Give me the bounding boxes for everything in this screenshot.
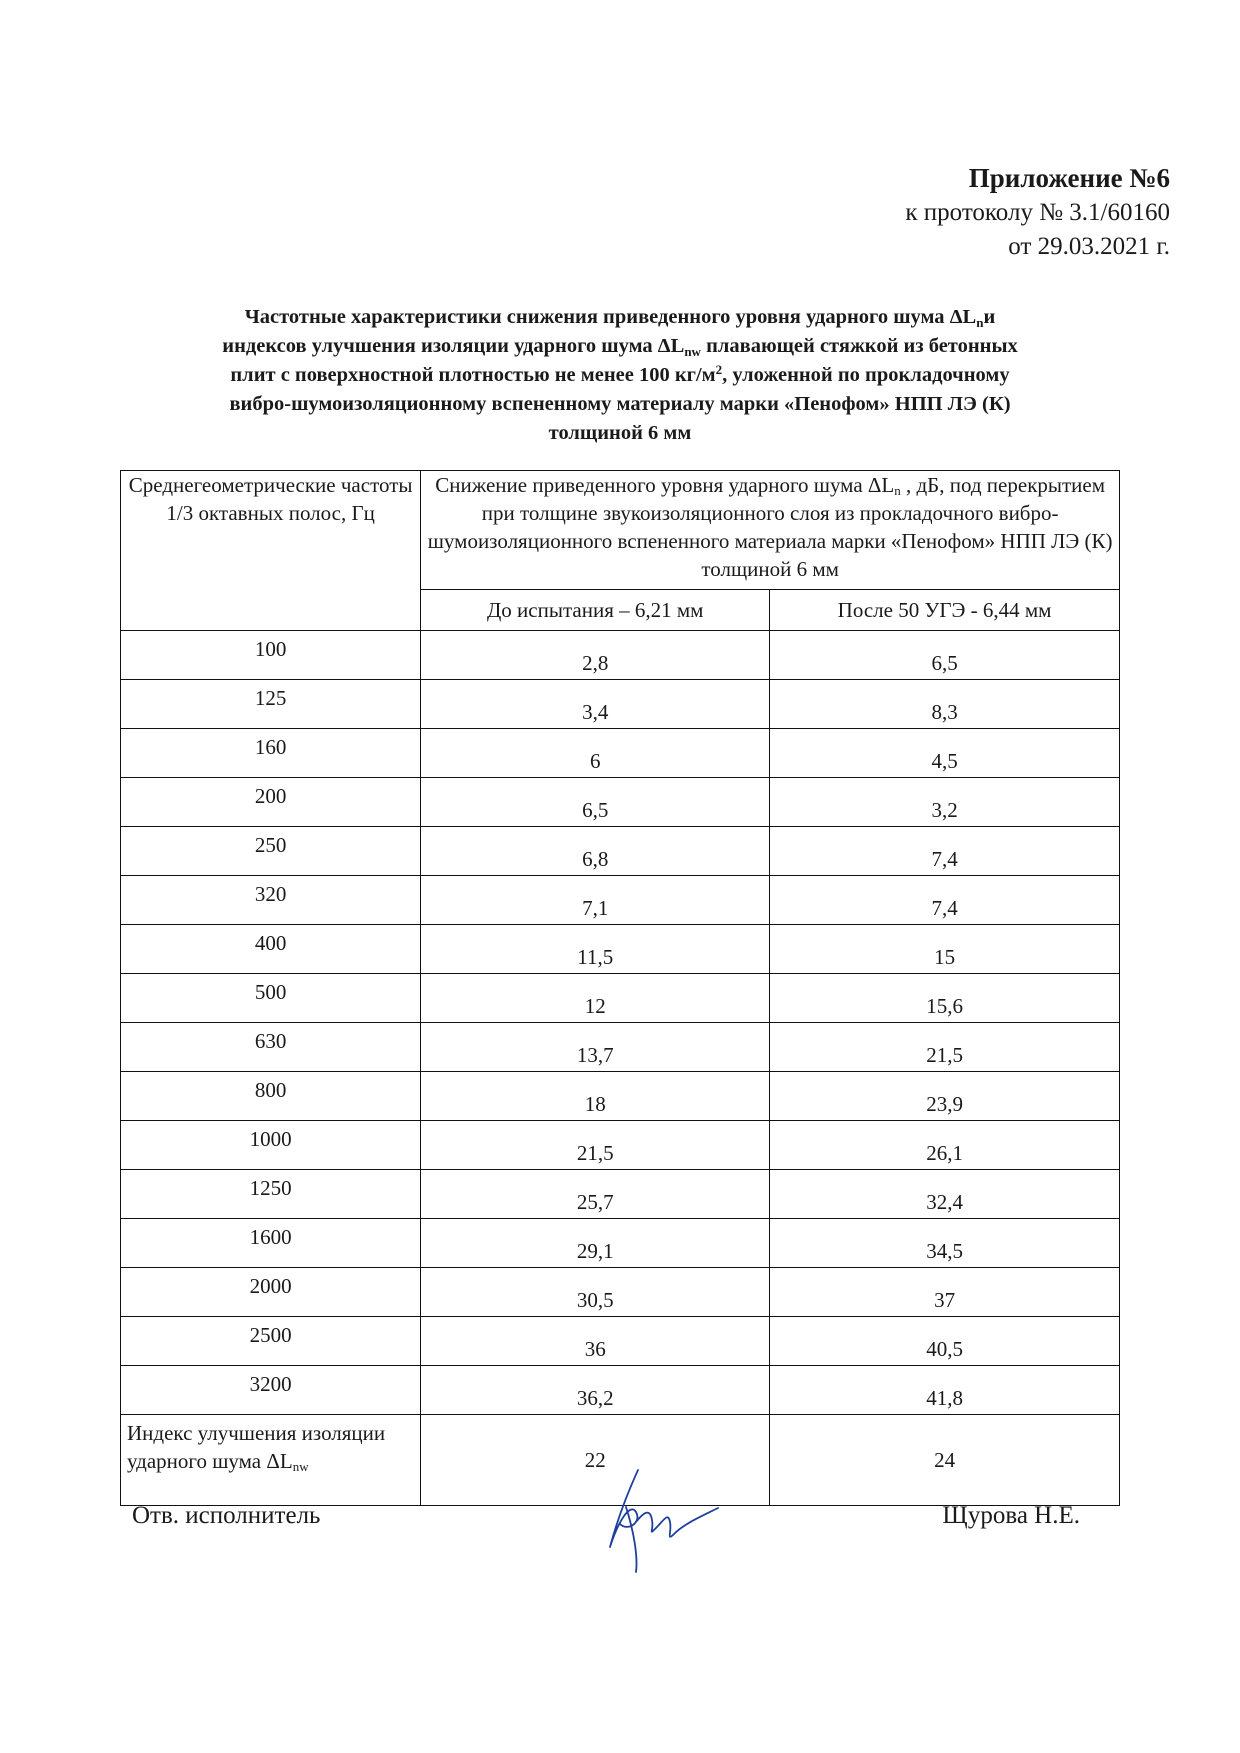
after-value-cell: 21,5: [770, 1023, 1120, 1072]
after-value-cell: 15: [770, 925, 1120, 974]
after-value-cell: 23,9: [770, 1072, 1120, 1121]
table-row: [121, 778, 1120, 827]
freq-cell: 2000: [121, 1268, 421, 1317]
freq-cell: 100: [121, 631, 421, 680]
heading-line-3: плит с поверхностной плотностью не менее 100 $кг/м^2$, уложенной по прокладочному: [230, 362, 1010, 386]
after-value-cell: 8,3: [770, 680, 1120, 729]
freq-cell: 1600: [121, 1219, 421, 1268]
protocol-date: от 29.03.2021 г.: [1008, 233, 1170, 260]
after-value-cell: 6,5: [770, 631, 1120, 680]
signature-image: [598, 1462, 748, 1582]
impact-noise-table: [120, 470, 1120, 1506]
after-value-cell: 40,5: [770, 1317, 1120, 1366]
table-row: [121, 729, 1120, 778]
executor-name: Щурова Н.Е.: [942, 1502, 1080, 1529]
before-value-cell: 6,5: [421, 778, 770, 827]
heading-line-1: Частотные характеристики снижения приведенного уровня ударного шума $\Delta L_nи$: [244, 306, 996, 330]
freq-cell: 1250: [121, 1170, 421, 1219]
table-row: [121, 1072, 1120, 1121]
freq-column-header: Среднегеометрические частоты 1/3 октавных полос, Гц: [121, 471, 421, 631]
table-row: [121, 631, 1120, 680]
heading-line-2: индексов улучшения изоляции ударного шума $\Delta L_{nw}$ плавающей стяжкой из бетонных: [222, 335, 1018, 359]
freq-cell: 2500: [121, 1317, 421, 1366]
before-value-cell: 29,1: [421, 1219, 770, 1268]
freq-cell: 250: [121, 827, 421, 876]
freq-cell: 200: [121, 778, 421, 827]
before-test-header: До испытания – 6,21 мм: [421, 590, 770, 631]
table-row: [121, 1170, 1120, 1219]
table-row: [121, 1366, 1120, 1415]
before-value-cell: 6,8: [421, 827, 770, 876]
table-row: [121, 1268, 1120, 1317]
before-value-cell: 12: [421, 974, 770, 1023]
after-value-cell: 7,4: [770, 876, 1120, 925]
document-heading: [120, 303, 1120, 448]
after-test-header: После 50 УГЭ - 6,44 мм: [770, 590, 1120, 631]
after-value-cell: 41,8: [770, 1366, 1120, 1415]
before-value-cell: 36: [421, 1317, 770, 1366]
after-value-cell: 32,4: [770, 1170, 1120, 1219]
reduction-group-header: Снижение приведенного уровня ударного шума $\Delta L_n$ , дБ, под перекрытием при толщине звукоизоляционного слоя из прокладочного вибро-шумоизоляционного вспененного материала марки «Пенофом» НПП ЛЭ (К) толщиной 6 мм: [421, 471, 1120, 590]
table-row: [121, 680, 1120, 729]
table-row: [121, 1317, 1120, 1366]
index-before-value: 22: [421, 1415, 770, 1506]
before-value-cell: 36,2: [421, 1366, 770, 1415]
before-value-cell: 21,5: [421, 1121, 770, 1170]
after-value-cell: 37: [770, 1268, 1120, 1317]
before-value-cell: 7,1: [421, 876, 770, 925]
heading-line-4: вибро-шумоизоляционному вспененному материалу марки «Пенофом» НПП ЛЭ (К): [229, 393, 1011, 415]
freq-cell: 320: [121, 876, 421, 925]
index-after-value: 24: [770, 1415, 1120, 1506]
table-row: [121, 1121, 1120, 1170]
freq-cell: 630: [121, 1023, 421, 1072]
after-value-cell: 26,1: [770, 1121, 1120, 1170]
index-label: Индекс улучшения изоляции ударного шума $\Delta L_{nw}$: [121, 1415, 421, 1506]
freq-cell: 800: [121, 1072, 421, 1121]
freq-cell: 400: [121, 925, 421, 974]
after-value-cell: 34,5: [770, 1219, 1120, 1268]
table-row: [121, 1023, 1120, 1072]
before-value-cell: 18: [421, 1072, 770, 1121]
table-row: [121, 974, 1120, 1023]
table-row: [121, 925, 1120, 974]
appendix-title: Приложение №6: [968, 163, 1170, 193]
before-value-cell: 3,4: [421, 680, 770, 729]
before-value-cell: 25,7: [421, 1170, 770, 1219]
after-value-cell: 4,5: [770, 729, 1120, 778]
after-value-cell: 3,2: [770, 778, 1120, 827]
protocol-number: к протоколу № 3.1/60160: [905, 199, 1170, 226]
executor-label: Отв. исполнитель: [132, 1502, 321, 1529]
before-value-cell: 6: [421, 729, 770, 778]
appendix-block: [905, 160, 1170, 264]
freq-cell: 160: [121, 729, 421, 778]
freq-cell: 500: [121, 974, 421, 1023]
freq-cell: 1000: [121, 1121, 421, 1170]
before-value-cell: 11,5: [421, 925, 770, 974]
before-value-cell: 13,7: [421, 1023, 770, 1072]
freq-cell: 3200: [121, 1366, 421, 1415]
before-value-cell: 2,8: [421, 631, 770, 680]
after-value-cell: 15,6: [770, 974, 1120, 1023]
freq-cell: 125: [121, 680, 421, 729]
after-value-cell: 7,4: [770, 827, 1120, 876]
table-row: [121, 1219, 1120, 1268]
heading-line-5: толщиной 6 мм: [548, 422, 692, 444]
table-row: [121, 876, 1120, 925]
table-row: [121, 827, 1120, 876]
before-value-cell: 30,5: [421, 1268, 770, 1317]
